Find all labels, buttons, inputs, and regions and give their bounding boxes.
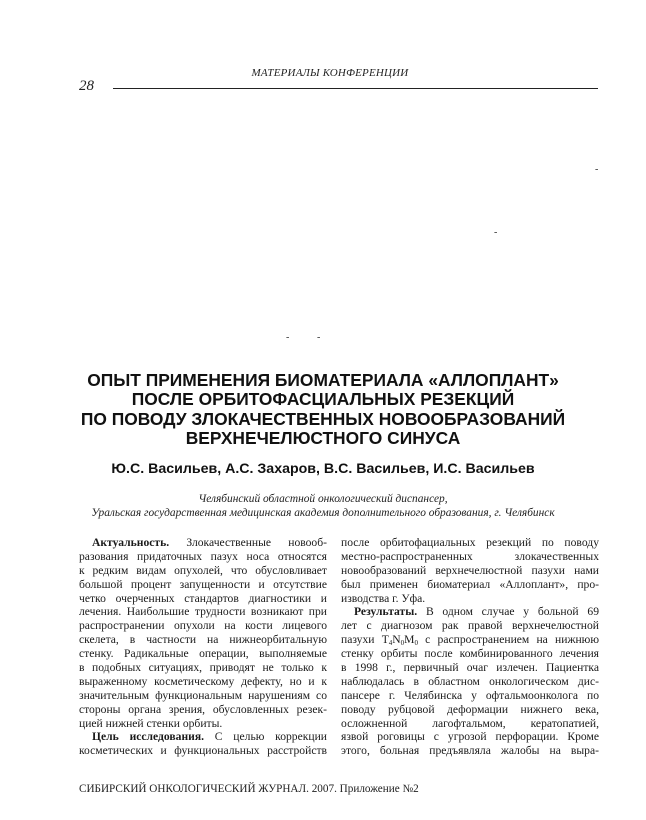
tnm-t-index: 4 xyxy=(388,639,393,648)
paragraph-line-tnm: пазухи $Т_4N_0М_0$ с распространением на нижнюю xyxy=(341,633,599,648)
page-number: 28 xyxy=(79,78,94,94)
paragraph-line: распространении опухоли на кости лицевого xyxy=(79,619,327,633)
stray-mark: - xyxy=(494,227,498,238)
stray-mark: - xyxy=(286,332,290,343)
paragraph-line: скелета, в частности на нижнеорбитальную xyxy=(79,633,327,647)
paragraph-line: осложненной лагофтальмом, кератопатией, xyxy=(341,716,599,730)
article-affiliations xyxy=(40,493,606,520)
paragraph-line: изводства г. Уфа. xyxy=(341,591,426,605)
section-lead-results: Результаты. xyxy=(354,605,418,619)
stray-mark: - xyxy=(595,164,599,175)
paragraph-line: был применен биоматериал «Аллоплант», про- xyxy=(341,577,599,591)
paragraph-line: разования придаточных пазух носа относятся xyxy=(79,549,327,563)
paragraph-line: косметических и функциональных расстройств xyxy=(79,744,327,758)
paragraph-line: стороны органа зрения, обусловленных резек- xyxy=(79,702,327,716)
tnm-m-index: 0 xyxy=(414,639,418,648)
section-lead-relevance: Актуальность. xyxy=(92,536,170,549)
article-authors: Ю.С. Васильев, А.С. Захаров, В.С. Васильев, И.С. Васильев xyxy=(111,461,535,477)
paragraph-line: этого, больная предъявляла жалобы на выра- xyxy=(341,744,599,758)
section-lead-aim: Цель исследования. xyxy=(92,730,205,744)
paragraph-line: Актуальность. Злокачественные новооб- xyxy=(92,536,327,549)
article-title xyxy=(60,371,586,449)
paragraph-line: цией нижней стенки орбиты. xyxy=(79,716,223,730)
paragraph-line: поводу рубцовой деформации нижнего века, xyxy=(341,702,599,716)
paragraph-line: после орбитофациальных резекций по поводу xyxy=(341,536,599,549)
header-rule xyxy=(113,88,598,89)
paragraph-line: стенку орбиты после комбинированного лечения xyxy=(341,647,599,661)
title-line: ОПЫТ ПРИМЕНЕНИЯ БИОМАТЕРИАЛА «АЛЛОПЛАНТ» xyxy=(87,370,559,390)
paragraph-line: Результаты. В одном случае у больной 69 xyxy=(354,605,599,619)
stray-mark: - xyxy=(317,332,321,343)
paragraph-line: в 1998 г., первичный очаг излечен. Пациентка xyxy=(341,661,599,675)
affiliation-line: Уральская государственная медицинская академия дополнительного образования, г. Челябинск xyxy=(91,506,555,519)
tnm-n-index: 0 xyxy=(400,639,405,648)
paragraph-line: лет с диагнозом рак правой верхнечелюстной xyxy=(341,619,599,633)
paragraph-line: в подобных ситуациях, приводят не только к xyxy=(79,661,327,675)
paragraph-line: пансере г. Челябинска у офтальмоонколога по xyxy=(341,688,599,702)
paragraph-line: четко очерченных стандартов диагностики и xyxy=(79,591,327,605)
paragraph-line: к редким видам опухолей, что обусловливает xyxy=(79,563,327,577)
paragraph-line: выраженному косметическому дефекту, но и к xyxy=(79,674,327,688)
paragraph-line: большой процент запущенности и отсутствие xyxy=(79,577,327,591)
running-header: МАТЕРИАЛЫ КОНФЕРЕНЦИИ xyxy=(251,67,409,79)
paragraph-line: наблюдалась в областном онкологическом дис- xyxy=(341,674,599,688)
paragraph-line: язвой роговицы с угрозой перфорации. Кроме xyxy=(341,730,599,744)
title-line: ПОСЛЕ ОРБИТОФАСЦИАЛЬНЫХ РЕЗЕКЦИЙ xyxy=(131,389,515,410)
left-column xyxy=(79,536,327,758)
affiliation-line: Челябинский областной онкологический диспансер, xyxy=(198,493,448,505)
paragraph-line: Цель исследования. С целью коррекции xyxy=(92,730,327,744)
right-column xyxy=(341,536,599,758)
paragraph-line: лечения. Наибольшие трудности возникают при xyxy=(79,605,327,619)
title-line: ВЕРХНЕЧЕЛЮСТНОГО СИНУСА xyxy=(185,428,461,449)
paragraph-line: новообразований верхнечелюстной пазухи нами xyxy=(341,563,599,577)
paragraph-line: местно-распространенных злокачественных xyxy=(341,549,599,563)
paragraph-line: стенку. Радикальные операции, выполняемые xyxy=(79,647,327,661)
paragraph-line: значительным функциональным нарушениям со xyxy=(79,688,327,702)
title-line: ПО ПОВОДУ ЗЛОКАЧЕСТВЕННЫХ НОВООБРАЗОВАНИЙ xyxy=(80,408,566,429)
journal-footer: СИБИРСКИЙ ОНКОЛОГИЧЕСКИЙ ЖУРНАЛ. 2007. Приложение №2 xyxy=(79,783,419,795)
